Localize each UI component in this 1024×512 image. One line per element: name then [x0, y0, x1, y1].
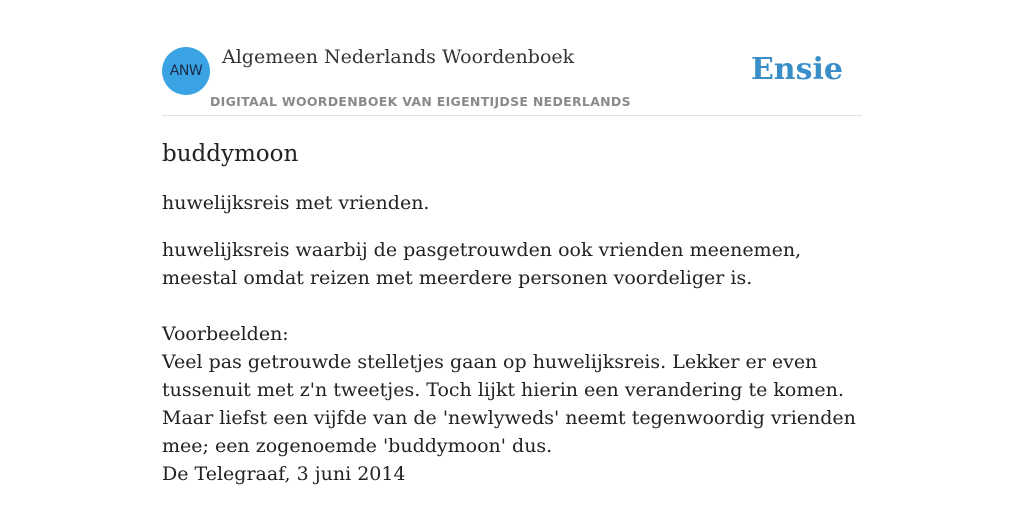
example-text: Veel pas getrouwde stelletjes gaan op huwelijksreis. Lekker er even tussenuit met z'n tweetjes. Toch lijkt hierin een verandering te komen. Maar liefst een vijfde van de 'newlyweds' neemt tegenwoordig vrienden mee; een zogenoemde 'buddymoon' dus. — [162, 351, 856, 457]
dictionary-title[interactable]: Algemeen Nederlands Woordenboek — [222, 46, 575, 68]
short-definition: huwelijksreis met vrienden. — [162, 192, 430, 214]
ensie-brand-link[interactable]: Ensie — [750, 52, 843, 87]
dictionary-subtitle: DIGITAAL WOORDENBOEK VAN EIGENTIJDSE NEDERLANDS — [210, 94, 631, 109]
long-definition: huwelijksreis waarbij de pasgetrouwden ook vrienden meenemen, meestal omdat reizen met meerdere personen voordeliger is. — [162, 239, 802, 289]
examples-label: Voorbeelden: — [162, 323, 289, 345]
entry-term: buddymoon — [162, 141, 299, 167]
header — [162, 0, 862, 116]
logo-text: ANW — [169, 63, 203, 79]
example-source: De Telegraaf, 3 juni 2014 — [162, 463, 406, 485]
examples-section — [162, 320, 867, 488]
entry-content — [162, 138, 867, 488]
anw-logo[interactable] — [162, 47, 210, 95]
